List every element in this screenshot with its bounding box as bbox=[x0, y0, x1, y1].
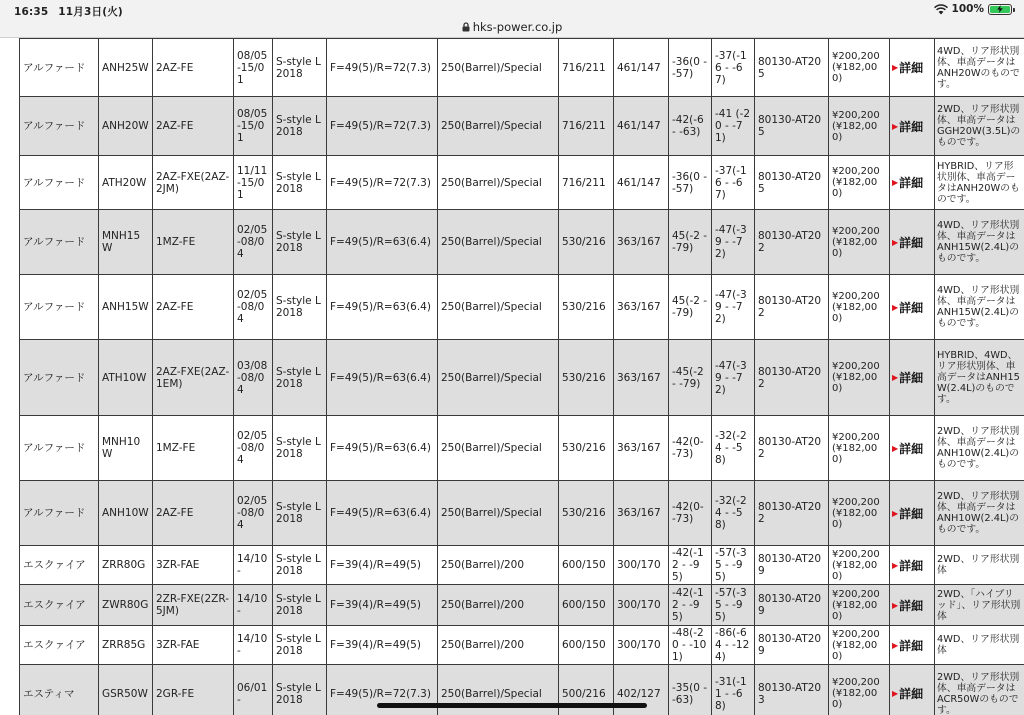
cell-note: 4WD、リア形状別体、車高データはANH15W(2.4L)のものです。 bbox=[935, 275, 1024, 340]
cell-part-number: 80130-AT205 bbox=[755, 39, 829, 97]
cell-pillow-ball: 250(Barrel)/Special bbox=[438, 210, 559, 275]
cell-model: アルファード bbox=[20, 39, 99, 97]
cell-spring-rate: F=39(4)/R=49(5) bbox=[327, 546, 438, 585]
cell-length-rear: 363/167 bbox=[614, 340, 669, 416]
cell-period: 02/05-08/04 bbox=[234, 210, 273, 275]
cell-style: S-style L 2018 bbox=[273, 340, 327, 416]
cell-period: 02/05-08/04 bbox=[234, 416, 273, 481]
cell-model: アルファード bbox=[20, 275, 99, 340]
cell-engine: 2AZ-FE bbox=[153, 39, 234, 97]
table-row bbox=[20, 210, 1024, 275]
cell-model: アルファード bbox=[20, 416, 99, 481]
cell-length-front: 716/211 bbox=[559, 97, 614, 156]
cell-model: エスティマ bbox=[20, 665, 99, 715]
detail-link[interactable] bbox=[892, 443, 923, 455]
table-row bbox=[20, 275, 1024, 340]
cell-spring-rate: F=39(4)/R=49(5) bbox=[327, 585, 438, 626]
cell-pillow-ball: 250(Barrel)/Special bbox=[438, 665, 559, 715]
cell-period: 03/08-08/04 bbox=[234, 340, 273, 416]
cell-spring-rate: F=49(5)/R=63(6.4) bbox=[327, 416, 438, 481]
cell-height-rear: -37(-16 - -67) bbox=[712, 39, 755, 97]
cell-engine: 1MZ-FE bbox=[153, 210, 234, 275]
cell-length-front: 716/211 bbox=[559, 156, 614, 210]
cell-height-rear: -47(-39 - -72) bbox=[712, 275, 755, 340]
cell-note: 2WD、リア形状別体、車高データはANH10W(2.4L)のものです。 bbox=[935, 481, 1024, 546]
cell-period: 02/05-08/04 bbox=[234, 275, 273, 340]
cell-model: アルファード bbox=[20, 97, 99, 156]
detail-label: 詳細 bbox=[899, 687, 924, 701]
cell-length-front: 600/150 bbox=[559, 546, 614, 585]
status-time: 16:35 bbox=[14, 6, 49, 18]
detail-link[interactable] bbox=[892, 640, 923, 652]
cell-length-rear: 461/147 bbox=[614, 156, 669, 210]
cell-height-front: -42(-6 - -63) bbox=[669, 97, 712, 156]
play-arrow-icon: ▶ bbox=[892, 302, 899, 312]
cell-period: 08/05-15/01 bbox=[234, 39, 273, 97]
cell-spring-rate: F=49(5)/R=63(6.4) bbox=[327, 481, 438, 546]
play-arrow-icon: ▶ bbox=[892, 560, 899, 570]
cell-length-rear: 363/167 bbox=[614, 210, 669, 275]
cell-engine: 2AZ-FXE(2AZ-1EM) bbox=[153, 340, 234, 416]
cell-price: ¥200,200 (¥182,000) bbox=[829, 97, 890, 156]
battery-charging-icon bbox=[988, 4, 1012, 15]
cell-length-rear: 363/167 bbox=[614, 416, 669, 481]
cell-height-rear: -47(-39 - -72) bbox=[712, 210, 755, 275]
detail-label: 詳細 bbox=[899, 300, 924, 315]
table-row bbox=[20, 481, 1024, 546]
detail-link[interactable] bbox=[892, 237, 923, 249]
cell-price: ¥200,200 (¥182,000) bbox=[829, 665, 890, 715]
cell-price: ¥200,200 (¥182,000) bbox=[829, 585, 890, 626]
detail-label: 詳細 bbox=[899, 61, 924, 75]
page-content[interactable] bbox=[0, 38, 1024, 715]
cell-note: 2WD、リア形状別体、車高データはANH10W(2.4L)のものです。 bbox=[935, 416, 1024, 481]
cell-note: 4WD、リア形状別体、車高データはANH15W(2.4L)のものです。 bbox=[935, 210, 1024, 275]
cell-length-rear: 300/170 bbox=[614, 626, 669, 665]
play-arrow-icon: ▶ bbox=[892, 443, 899, 453]
detail-link[interactable] bbox=[892, 121, 923, 133]
detail-link[interactable] bbox=[892, 302, 923, 314]
play-arrow-icon: ▶ bbox=[892, 373, 899, 382]
lock-icon bbox=[462, 22, 470, 32]
cell-height-rear: -57(-35 - -95) bbox=[712, 585, 755, 626]
cell-part-number: 80130-AT205 bbox=[755, 156, 829, 210]
cell-height-rear: -57(-35 - -95) bbox=[712, 546, 755, 585]
cell-detail bbox=[890, 585, 935, 626]
cell-note: 2WD、リア形状別体 bbox=[935, 546, 1024, 585]
cell-period: 08/05-15/01 bbox=[234, 97, 273, 156]
cell-pillow-ball: 250(Barrel)/Special bbox=[438, 97, 559, 156]
cell-part-number: 80130-AT209 bbox=[755, 546, 829, 585]
play-arrow-icon: ▶ bbox=[892, 689, 899, 698]
detail-link[interactable] bbox=[892, 508, 923, 520]
cell-engine: 2GR-FE bbox=[153, 665, 234, 715]
cell-engine: 2AZ-FE bbox=[153, 481, 234, 546]
play-arrow-icon: ▶ bbox=[892, 178, 899, 187]
cell-height-rear: -32(-24 - -58) bbox=[712, 481, 755, 546]
detail-label: 詳細 bbox=[899, 598, 924, 613]
cell-period: 11/11-15/01 bbox=[234, 156, 273, 210]
wifi-icon bbox=[934, 4, 948, 15]
cell-chassis: ZRR85G bbox=[99, 626, 153, 665]
cell-length-front: 500/216 bbox=[559, 665, 614, 715]
cell-note: 4WD、リア形状別体、車高データはANH20Wのものです。 bbox=[935, 39, 1024, 97]
cell-note: 2WD、「ハイブリッド」、リア形状別体 bbox=[935, 585, 1024, 626]
cell-detail bbox=[890, 340, 935, 416]
cell-spring-rate: F=49(5)/R=63(6.4) bbox=[327, 210, 438, 275]
cell-chassis: ANH15W bbox=[99, 275, 153, 340]
table-row bbox=[20, 546, 1024, 585]
cell-model: アルファード bbox=[20, 340, 99, 416]
cell-price: ¥200,200 (¥182,000) bbox=[829, 546, 890, 585]
cell-period: 02/05-08/04 bbox=[234, 481, 273, 546]
cell-height-rear: -37(-16 - -67) bbox=[712, 156, 755, 210]
cell-spring-rate: F=49(5)/R=63(6.4) bbox=[327, 340, 438, 416]
cell-price: ¥200,200 (¥182,000) bbox=[829, 340, 890, 416]
cell-height-front: -48(-20 - -101) bbox=[669, 626, 712, 665]
cell-chassis: MNH10W bbox=[99, 416, 153, 481]
cell-height-front: -42(0- -73) bbox=[669, 416, 712, 481]
cell-chassis: GSR50W bbox=[99, 665, 153, 715]
cell-length-rear: 461/147 bbox=[614, 97, 669, 156]
cell-price: ¥200,200 (¥182,000) bbox=[829, 481, 890, 546]
cell-part-number: 80130-AT202 bbox=[755, 340, 829, 416]
cell-spring-rate: F=49(5)/R=72(7.3) bbox=[327, 665, 438, 715]
cell-detail bbox=[890, 546, 935, 585]
detail-label: 詳細 bbox=[899, 506, 924, 521]
cell-pillow-ball: 250(Barrel)/Special bbox=[438, 39, 559, 97]
play-arrow-icon: ▶ bbox=[892, 63, 899, 72]
cell-style: S-style L 2018 bbox=[273, 481, 327, 546]
cell-height-front: -35(0 - -63) bbox=[669, 665, 712, 715]
address-domain: hks-power.co.jp bbox=[472, 20, 563, 34]
table-row bbox=[20, 626, 1024, 665]
cell-chassis: ANH20W bbox=[99, 97, 153, 156]
product-table bbox=[19, 38, 1024, 715]
cell-model: アルファード bbox=[20, 210, 99, 275]
cell-detail bbox=[890, 210, 935, 275]
cell-length-rear: 402/127 bbox=[614, 665, 669, 715]
cell-length-front: 530/216 bbox=[559, 481, 614, 546]
cell-part-number: 80130-AT202 bbox=[755, 210, 829, 275]
table-row bbox=[20, 416, 1024, 481]
cell-price: ¥200,200 (¥182,000) bbox=[829, 416, 890, 481]
cell-period: 14/10- bbox=[234, 546, 273, 585]
cell-pillow-ball: 250(Barrel)/200 bbox=[438, 626, 559, 665]
cell-note: 2WD、リア形状別体、車高データはGGH20W(3.5L)のものです。 bbox=[935, 97, 1024, 156]
detail-label: 詳細 bbox=[899, 558, 924, 573]
cell-note: 4WD、リア形状別体 bbox=[935, 626, 1024, 665]
detail-label: 詳細 bbox=[899, 441, 924, 456]
detail-label: 詳細 bbox=[899, 119, 924, 134]
cell-style: S-style L 2018 bbox=[273, 585, 327, 626]
cell-pillow-ball: 250(Barrel)/Special bbox=[438, 481, 559, 546]
cell-length-rear: 363/167 bbox=[614, 275, 669, 340]
cell-height-front: -42(-12 - -95) bbox=[669, 546, 712, 585]
cell-pillow-ball: 250(Barrel)/Special bbox=[438, 416, 559, 481]
cell-chassis: ZRR80G bbox=[99, 546, 153, 585]
detail-link[interactable] bbox=[892, 372, 923, 384]
cell-length-rear: 300/170 bbox=[614, 585, 669, 626]
cell-chassis: ANH25W bbox=[99, 39, 153, 97]
detail-label: 詳細 bbox=[899, 371, 924, 385]
cell-part-number: 80130-AT202 bbox=[755, 275, 829, 340]
address-bar[interactable] bbox=[0, 20, 1024, 38]
detail-link[interactable] bbox=[892, 600, 923, 612]
cell-price: ¥200,200 (¥182,000) bbox=[829, 626, 890, 665]
cell-price: ¥200,200 (¥182,000) bbox=[829, 39, 890, 97]
cell-style: S-style L 2018 bbox=[273, 665, 327, 715]
cell-engine: 2AZ-FXE(2AZ-2JM) bbox=[153, 156, 234, 210]
cell-engine: 1MZ-FE bbox=[153, 416, 234, 481]
cell-height-rear: -86(-64 - -124) bbox=[712, 626, 755, 665]
table-row bbox=[20, 39, 1024, 97]
cell-model: エスクァイア bbox=[20, 585, 99, 626]
cell-spring-rate: F=49(5)/R=72(7.3) bbox=[327, 97, 438, 156]
cell-period: 06/01- bbox=[234, 665, 273, 715]
cell-height-rear: -32(-24 - -58) bbox=[712, 416, 755, 481]
cell-height-front: 45(-2 - -79) bbox=[669, 210, 712, 275]
cell-height-front: -36(0 - -57) bbox=[669, 39, 712, 97]
play-arrow-icon: ▶ bbox=[892, 640, 899, 650]
cell-part-number: 80130-AT202 bbox=[755, 416, 829, 481]
cell-part-number: 80130-AT205 bbox=[755, 97, 829, 156]
cell-length-rear: 300/170 bbox=[614, 546, 669, 585]
cell-period: 14/10- bbox=[234, 626, 273, 665]
cell-detail bbox=[890, 275, 935, 340]
cell-length-front: 600/150 bbox=[559, 626, 614, 665]
cell-length-front: 530/216 bbox=[559, 416, 614, 481]
table-row bbox=[20, 585, 1024, 626]
cell-chassis: MNH15W bbox=[99, 210, 153, 275]
cell-pillow-ball: 250(Barrel)/200 bbox=[438, 546, 559, 585]
cell-style: S-style L 2018 bbox=[273, 546, 327, 585]
cell-chassis: ATH10W bbox=[99, 340, 153, 416]
cell-style: S-style L 2018 bbox=[273, 275, 327, 340]
cell-model: エスクァイア bbox=[20, 546, 99, 585]
table-row bbox=[20, 156, 1024, 210]
detail-link[interactable] bbox=[892, 560, 923, 572]
cell-engine: 2AZ-FE bbox=[153, 275, 234, 340]
cell-length-front: 530/216 bbox=[559, 210, 614, 275]
cell-price: ¥200,200 (¥182,000) bbox=[829, 210, 890, 275]
cell-engine: 2ZR-FXE(2ZR-5JM) bbox=[153, 585, 234, 626]
cell-model: アルファード bbox=[20, 481, 99, 546]
cell-model: エスクァイア bbox=[20, 626, 99, 665]
cell-length-front: 600/150 bbox=[559, 585, 614, 626]
cell-part-number: 80130-AT209 bbox=[755, 585, 829, 626]
cell-pillow-ball: 250(Barrel)/200 bbox=[438, 585, 559, 626]
cell-length-rear: 363/167 bbox=[614, 481, 669, 546]
cell-part-number: 80130-AT202 bbox=[755, 481, 829, 546]
cell-chassis: ATH20W bbox=[99, 156, 153, 210]
cell-spring-rate: F=49(5)/R=63(6.4) bbox=[327, 275, 438, 340]
detail-link[interactable] bbox=[892, 177, 923, 189]
cell-style: S-style L 2018 bbox=[273, 97, 327, 156]
cell-length-rear: 461/147 bbox=[614, 39, 669, 97]
status-clock bbox=[14, 4, 129, 19]
cell-pillow-ball: 250(Barrel)/Special bbox=[438, 340, 559, 416]
cell-detail bbox=[890, 481, 935, 546]
detail-label: 詳細 bbox=[899, 638, 924, 653]
cell-style: S-style L 2018 bbox=[273, 626, 327, 665]
cell-pillow-ball: 250(Barrel)/Special bbox=[438, 275, 559, 340]
detail-label: 詳細 bbox=[899, 235, 924, 250]
cell-style: S-style L 2018 bbox=[273, 210, 327, 275]
cell-pillow-ball: 250(Barrel)/Special bbox=[438, 156, 559, 210]
cell-note: HYBRID、リア形状別体、車高データはANH20Wのものです。 bbox=[935, 156, 1024, 210]
status-indicators bbox=[934, 3, 1012, 15]
play-arrow-icon: ▶ bbox=[892, 600, 899, 610]
cell-spring-rate: F=49(5)/R=72(7.3) bbox=[327, 39, 438, 97]
cell-note: 2WD、リア形状別体、車高データはACR50Wのものです。 bbox=[935, 665, 1024, 715]
cell-style: S-style L 2018 bbox=[273, 39, 327, 97]
cell-style: S-style L 2018 bbox=[273, 416, 327, 481]
cell-engine: 3ZR-FAE bbox=[153, 546, 234, 585]
detail-link[interactable] bbox=[892, 688, 923, 700]
cell-detail bbox=[890, 97, 935, 156]
cell-detail bbox=[890, 156, 935, 210]
cell-length-front: 716/211 bbox=[559, 39, 614, 97]
cell-detail bbox=[890, 665, 935, 715]
cell-part-number: 80130-AT209 bbox=[755, 626, 829, 665]
cell-chassis: ANH10W bbox=[99, 481, 153, 546]
cell-price: ¥200,200 (¥182,000) bbox=[829, 156, 890, 210]
cell-price: ¥200,200 (¥182,000) bbox=[829, 275, 890, 340]
play-arrow-icon: ▶ bbox=[892, 508, 899, 518]
cell-note: HYBRID、4WD、リア形状別体、車高データはANH15W(2.4L)のものです。 bbox=[935, 340, 1024, 416]
cell-engine: 3ZR-FAE bbox=[153, 626, 234, 665]
cell-part-number: 80130-AT203 bbox=[755, 665, 829, 715]
cell-length-front: 530/216 bbox=[559, 275, 614, 340]
cell-chassis: ZWR80G bbox=[99, 585, 153, 626]
table-row bbox=[20, 340, 1024, 416]
cell-height-front: -42(-12 - -95) bbox=[669, 585, 712, 626]
cell-detail bbox=[890, 39, 935, 97]
cell-height-front: -45(-2 - -79) bbox=[669, 340, 712, 416]
detail-label: 詳細 bbox=[899, 176, 924, 190]
cell-period: 14/10- bbox=[234, 585, 273, 626]
cell-height-rear: -41 (-20 - -71) bbox=[712, 97, 755, 156]
cell-spring-rate: F=49(5)/R=72(7.3) bbox=[327, 156, 438, 210]
cell-detail bbox=[890, 626, 935, 665]
cell-model: アルファード bbox=[20, 156, 99, 210]
cell-spring-rate: F=39(4)/R=49(5) bbox=[327, 626, 438, 665]
cell-height-rear: -47(-39 - -72) bbox=[712, 340, 755, 416]
status-date: 11月3日(火) bbox=[58, 6, 123, 18]
cell-length-front: 530/216 bbox=[559, 340, 614, 416]
cell-height-rear: -31(-11 - -68) bbox=[712, 665, 755, 715]
cell-height-front: -36(0 - -57) bbox=[669, 156, 712, 210]
play-arrow-icon: ▶ bbox=[892, 121, 899, 131]
cell-height-front: -42(0- -73) bbox=[669, 481, 712, 546]
cell-engine: 2AZ-FE bbox=[153, 97, 234, 156]
cell-style: S-style L 2018 bbox=[273, 156, 327, 210]
battery-percent: 100% bbox=[951, 3, 984, 15]
status-bar bbox=[0, 0, 1024, 20]
home-indicator[interactable] bbox=[377, 703, 647, 708]
play-arrow-icon: ▶ bbox=[892, 237, 899, 247]
detail-link[interactable] bbox=[892, 62, 923, 74]
cell-detail bbox=[890, 416, 935, 481]
cell-height-front: 45(-2 - -79) bbox=[669, 275, 712, 340]
table-row bbox=[20, 97, 1024, 156]
